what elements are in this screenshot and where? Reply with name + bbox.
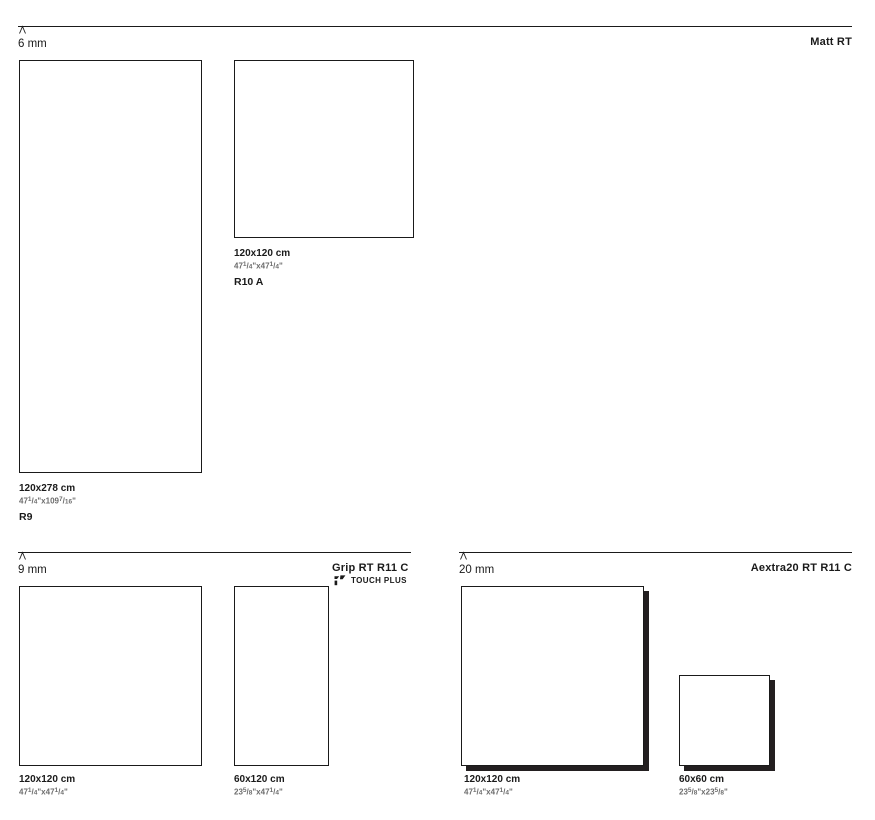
touch-plus-icon: [334, 575, 347, 586]
tile-slip-grade: R10 A: [234, 276, 264, 289]
tile-120x120-grip: [19, 586, 202, 766]
tile-size-inch: $47^1/_4"x47^1/_4$": [234, 260, 283, 271]
tile-120x278: [19, 60, 202, 473]
caption-120x120-matt: [234, 248, 290, 288]
thickness-label: 9 mm: [18, 564, 47, 576]
tile-size-inch: $23^5/_8"x47^1/_4$": [234, 786, 283, 797]
tile-60x120-grip: [234, 586, 329, 766]
caption-120x278: [19, 483, 76, 523]
tile-120x120-aextra20: [461, 586, 644, 766]
tile-size-cm: 120x120 cm: [464, 774, 521, 785]
finish-label-aextra20: Aextra20 RT R11 C: [750, 562, 852, 574]
caption-120x120-aextra20: [464, 774, 520, 797]
tile-size-cm: 120x120 cm: [19, 774, 76, 785]
tile-60x60-aextra20: [679, 675, 770, 766]
tile-size-inch: $47^1/_4"x109^7/_{16}$": [19, 495, 76, 506]
tile-slip-grade: R9: [19, 511, 33, 524]
divider-aextra20: [459, 552, 852, 553]
thickness-caret-icon: [19, 551, 26, 560]
tile-120x120-matt: [234, 60, 414, 238]
thickness-6mm: [18, 34, 47, 52]
thickness-9mm: [18, 560, 47, 578]
finish-label-grip: Grip RT R11 C: [332, 562, 409, 574]
tile-size-inch: $47^1/_4"x47^1/_4$": [464, 786, 513, 797]
caption-120x120-grip: [19, 774, 75, 797]
touch-plus-badge: [334, 575, 407, 586]
divider-grip: [18, 552, 411, 553]
caption-60x120-grip: [234, 774, 285, 797]
divider-top: [18, 26, 852, 27]
touch-plus-label: TOUCH PLUS: [351, 576, 407, 585]
tile-size-inch: $23^5/_8"x23^5/_8$": [679, 786, 728, 797]
thickness-20mm: [459, 560, 494, 578]
tile-size-cm: 60x60 cm: [679, 774, 725, 785]
caption-60x60-aextra20: [679, 774, 728, 797]
finish-label-matt: Matt RT: [810, 36, 852, 48]
thickness-caret-icon: [19, 25, 26, 34]
tile-size-inch: $47^1/_4"x47^1/_4$": [19, 786, 68, 797]
thickness-label: 20 mm: [459, 564, 495, 576]
thickness-label: 6 mm: [18, 38, 47, 50]
tile-size-cm: 120x278 cm: [19, 483, 76, 494]
tile-size-cm: 120x120 cm: [234, 248, 291, 259]
tile-size-cm: 60x120 cm: [234, 774, 285, 785]
thickness-caret-icon: [460, 551, 467, 560]
